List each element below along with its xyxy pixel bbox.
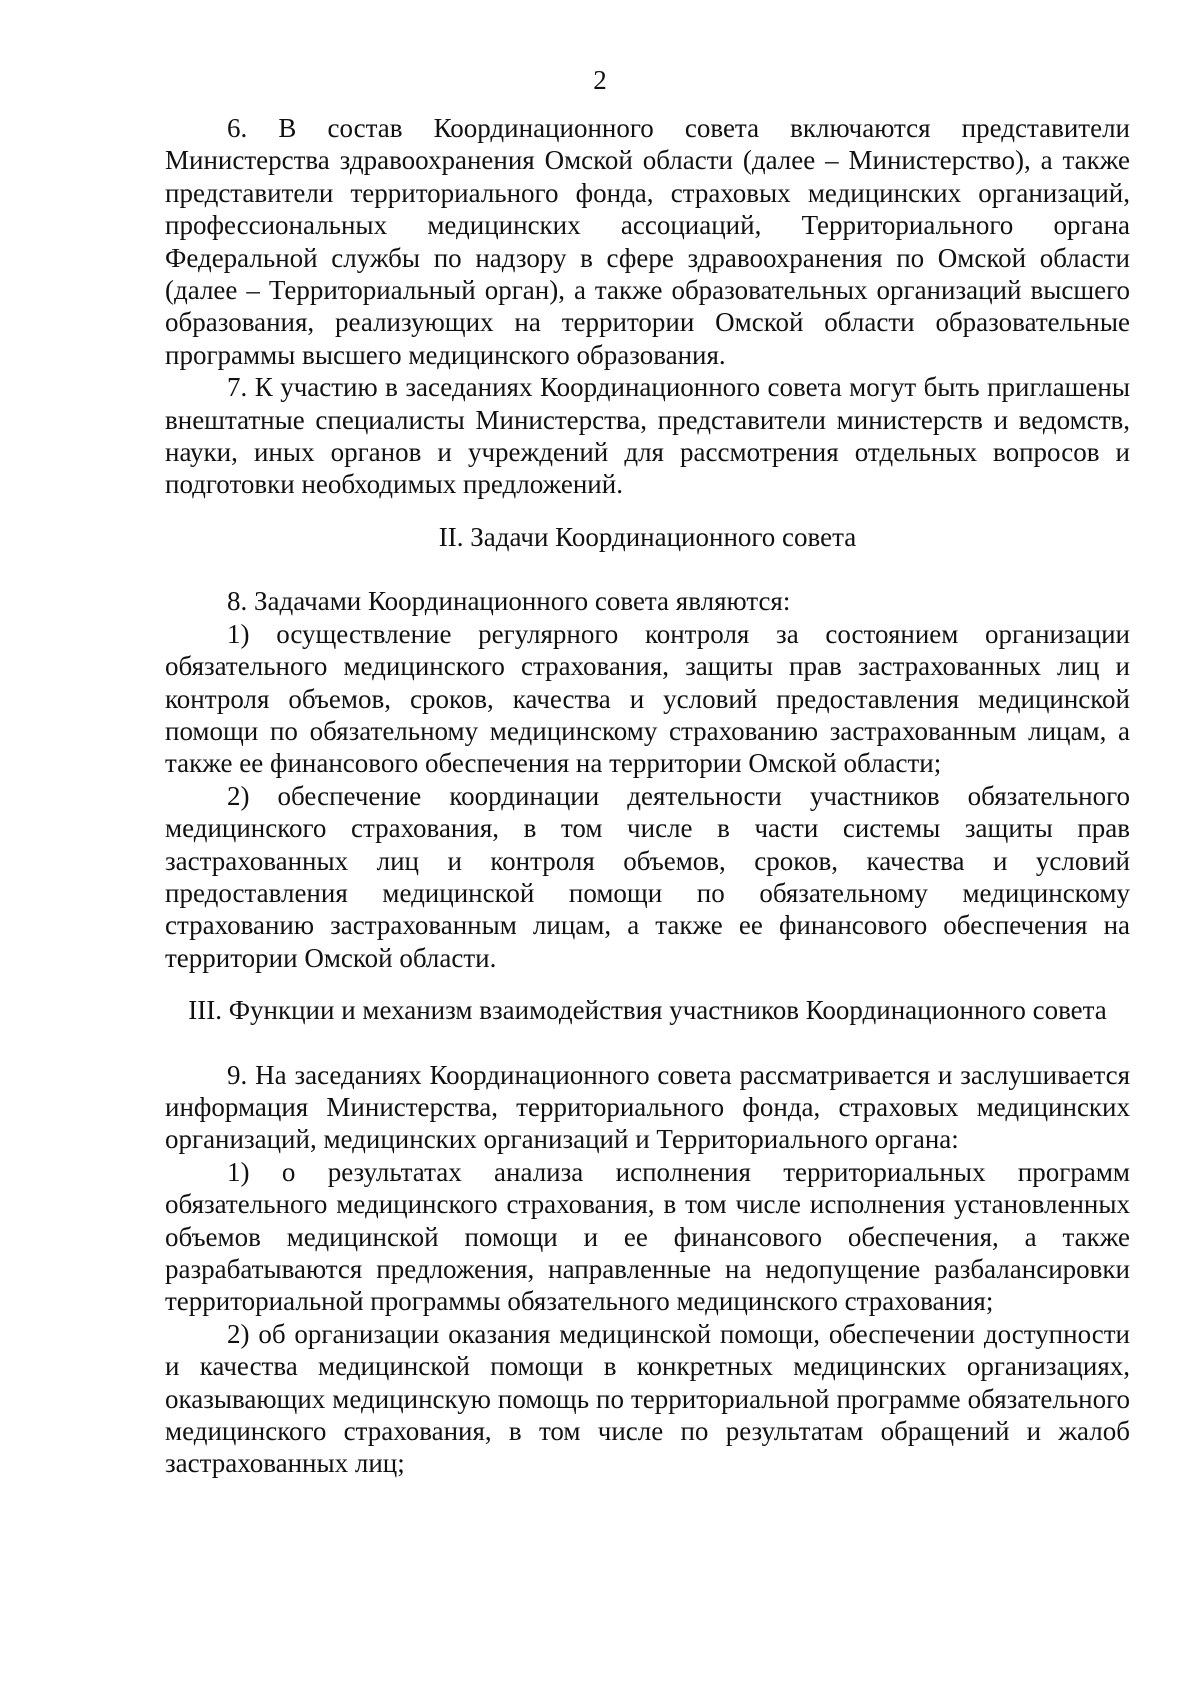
paragraph-9-intro: 9. На заседаниях Координационного совета рассматривается и заслушивается информация Министерства, территориального фонда, страховых медицинских организаций, медицинских организаций и Территориального органа: bbox=[165, 1059, 1130, 1155]
section-heading-3: III. Функции и механизм взаимодействия участников Координационного совета bbox=[188, 995, 1107, 1026]
paragraph-8-item-2: 2) обеспечение координации деятельности участников обязательного медицинского страхования, в том числе в части системы защиты прав застрахованных лиц и контроля объемов, сроков, качества и условий предоставления медицинской помощи по обязательному медицинскому страхованию застрахованным лицам, а также ее финансового обеспечения на территории Омской области. bbox=[165, 780, 1130, 973]
paragraph-6: 6. В состав Координационного совета включаются представители Министерства здравоохранения Омской области (далее – Министерство), а также представители территориального фонда, страховых медицинских организаций, профессиональных медицинских ассоциаций, Территориального органа Федеральной службы по надзору в сфере здравоохранения по Омской области (далее – Территориальный орган), а также образовательных организаций высшего образования, реализующих на территории Омской области образовательные программы высшего медицинского образования. bbox=[165, 113, 1130, 370]
paragraph-9-item-1: 1) о результатах анализа исполнения территориальных программ обязательного медицинского страхования, в том числе исполнения установленных объемов медицинской помощи и ее финансового обеспечения, а также разрабатываются предложения, направленные на недопущение разбалансировки территориальной программы обязательного медицинского страхования; bbox=[165, 1156, 1130, 1317]
paragraph-7: 7. К участию в заседаниях Координационного совета могут быть приглашены внештатные специалисты Министерства, представители министерств и ведомств, науки, иных органов и учреждений для рассмотрения отдельных вопросов и подготовки необходимых предложений. bbox=[165, 372, 1130, 500]
paragraph-8-intro: 8. Задачами Координационного совета являются: bbox=[227, 586, 791, 617]
spacer bbox=[165, 1027, 1130, 1059]
spacer bbox=[165, 553, 1130, 585]
paragraph-8-item-1: 1) осуществление регулярного контроля за состоянием организации обязательного медицинского страхования, защиты прав застрахованных лиц и контроля объемов, сроков, качества и условий предоставления медицинской помощи по обязательному медицинскому страхованию застрахованным лицам, а также ее финансового обеспечения на территории Омской области; bbox=[165, 618, 1130, 779]
spacer bbox=[165, 501, 1130, 521]
page-number: 2 bbox=[593, 65, 607, 95]
document-body bbox=[165, 112, 1130, 1480]
paragraph-9-item-2: 2) об организации оказания медицинской помощи, обеспечении доступности и качества медицинской помощи в конкретных медицинских организациях, оказывающих медицинскую помощь по территориальной программе обязательного медицинского страхования, в том числе по результатам обращений и жалоб застрахованных лиц; bbox=[165, 1318, 1130, 1479]
section-heading-2: II. Задачи Координационного совета bbox=[438, 521, 857, 552]
spacer bbox=[165, 974, 1130, 994]
